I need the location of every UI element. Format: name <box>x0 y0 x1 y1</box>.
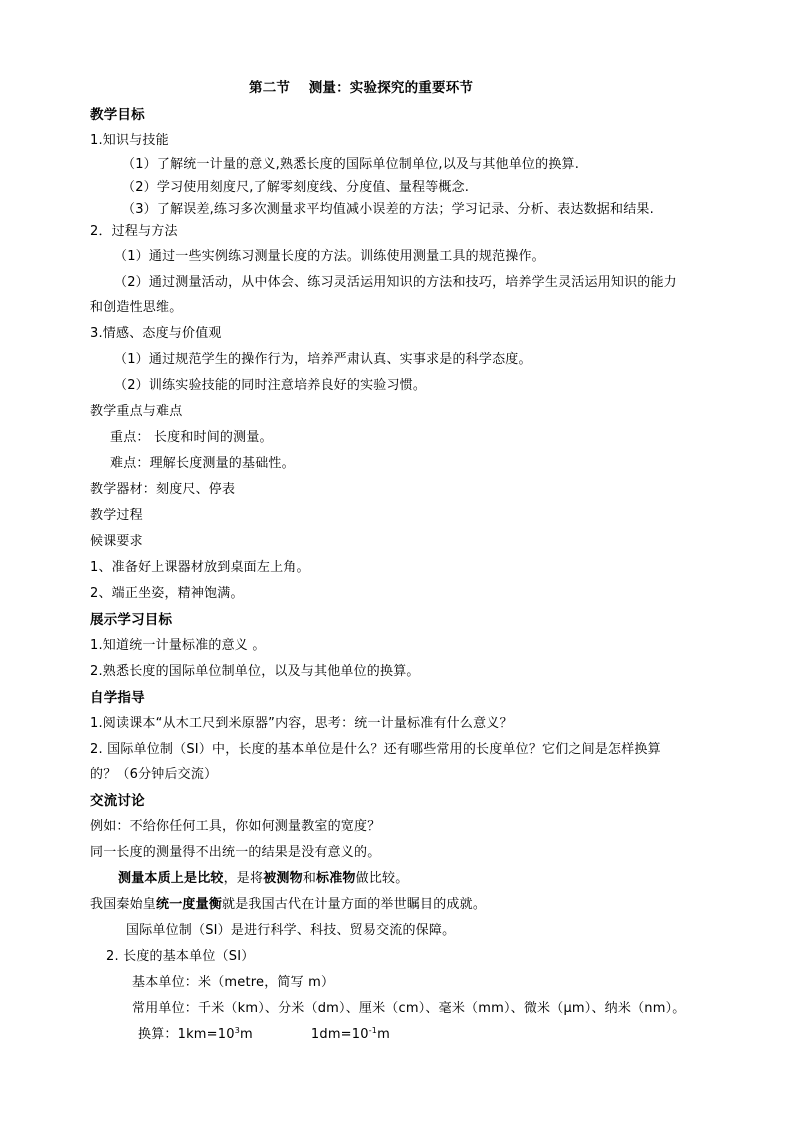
essence-text: 和 <box>302 871 317 886</box>
knowledge-item: （1）了解统一计量的意义,熟悉长度的国际单位制单位,以及与其他单位的换算. <box>122 157 580 172</box>
knowledge-heading: 1.知识与技能 <box>90 133 169 148</box>
keypoints-heading: 教学重点与难点 <box>90 404 183 419</box>
goals-item: 2.熟悉长度的国际单位制单位，以及与其他单位的换算。 <box>90 664 420 679</box>
objectives-heading: 教学目标 <box>90 107 145 123</box>
qin-line <box>90 897 486 913</box>
self-study-item: 2. 国际单位制（SI）中，长度的基本单位是什么？还有哪些常用的长度单位？它们之间是怎样换算 <box>90 742 661 757</box>
conversion-line <box>138 1027 390 1043</box>
keypoint-line: 重点： 长度和时间的测量。 <box>110 430 273 445</box>
goals-heading: 展示学习目标 <box>90 612 173 628</box>
common-units-line: 常用单位：千米（km）、分米（dm）、厘米（cm）、毫米（mm）、微米（μm）、纳米（nm）。 <box>132 1001 686 1016</box>
essence-standard-object: 标准物 <box>316 871 356 886</box>
unit-heading: 2. 长度的基本单位（SI） <box>106 949 255 964</box>
essence-measured-object: 被测物 <box>263 871 303 886</box>
essence-text: ，是将 <box>223 871 264 886</box>
knowledge-item: （2）学习使用刻度尺,了解零刻度线、分度值、量程等概念. <box>122 180 470 195</box>
emotion-heading: 3.情感、态度与价值观 <box>90 326 222 341</box>
difficulty-line: 难点：理解长度测量的基础性。 <box>110 456 295 471</box>
emotion-item: （1）通过规范学生的操作行为，培养严肃认真、实事求是的科学态度。 <box>114 352 532 367</box>
self-study-heading: 自学指导 <box>90 690 145 706</box>
conversion-dm-unit: m <box>377 1027 390 1042</box>
qin-emphasis: 统一度量衡 <box>156 897 223 912</box>
self-study-item: 1.阅读课本“从木工尺到米原器”内容，思考：统一计量标准有什么意义？ <box>90 716 513 731</box>
essence-emphasis: 测量本质上是比较 <box>118 871 224 886</box>
prep-heading: 候课要求 <box>90 534 143 549</box>
base-unit-line: 基本单位：米（metre，简写 m） <box>132 975 335 990</box>
process-heading: 2．过程与方法 <box>90 224 178 239</box>
conversion-dm-exponent: -1 <box>368 1026 378 1035</box>
si-guarantee-line: 国际单位制（SI）是进行科学、科技、贸易交流的保障。 <box>126 923 456 938</box>
prep-item: 1、准备好上课器材放到桌面左上角。 <box>90 560 310 575</box>
qin-text: 我国秦始皇 <box>90 897 157 912</box>
self-study-item-continuation: 的？（6分钟后交流） <box>90 767 218 782</box>
emotion-item: （2）训练实验技能的同时注意培养良好的实验习惯。 <box>114 378 427 393</box>
process-item-continuation: 和创造性思维。 <box>90 300 183 315</box>
qin-text: 就是我国古代在计量方面的举世瞩目的成就。 <box>222 897 487 912</box>
conversion-dm: 1dm=10 <box>310 1027 369 1042</box>
conversion-km: 1km=10 <box>177 1027 235 1042</box>
process-item: （2）通过测量活动，从中体会、练习灵活运用知识的方法和技巧，培养学生灵活运用知识的能力 <box>114 275 677 290</box>
conversion-km-unit: m <box>240 1027 253 1042</box>
discussion-heading: 交流讨论 <box>90 793 145 809</box>
goals-item: 1.知道统一计量标准的意义 。 <box>90 638 266 653</box>
meaningless-line: 同一长度的测量得不出统一的结果是没有意义的。 <box>90 845 381 860</box>
page-title: 第二节 测量：实验探究的重要环节 <box>249 80 474 96</box>
conversion-km-exponent: 3 <box>234 1026 241 1035</box>
equipment-line: 教学器材：刻度尺、停表 <box>90 482 236 497</box>
essence-text: 做比较。 <box>355 871 409 886</box>
essence-line <box>118 871 408 887</box>
process-item: （1）通过一些实例练习测量长度的方法。训练使用测量工具的规范操作。 <box>114 249 545 264</box>
conversion-label: 换算： <box>138 1027 178 1042</box>
knowledge-item: （3）了解误差,练习多次测量求平均值减小误差的方法；学习记录、分析、表达数据和结果. <box>122 202 654 217</box>
prep-item: 2、端正坐姿，精神饱满。 <box>90 586 244 601</box>
example-line: 例如：不给你任何工具，你如何测量教室的宽度？ <box>90 819 381 834</box>
procedure-heading: 教学过程 <box>90 508 143 523</box>
